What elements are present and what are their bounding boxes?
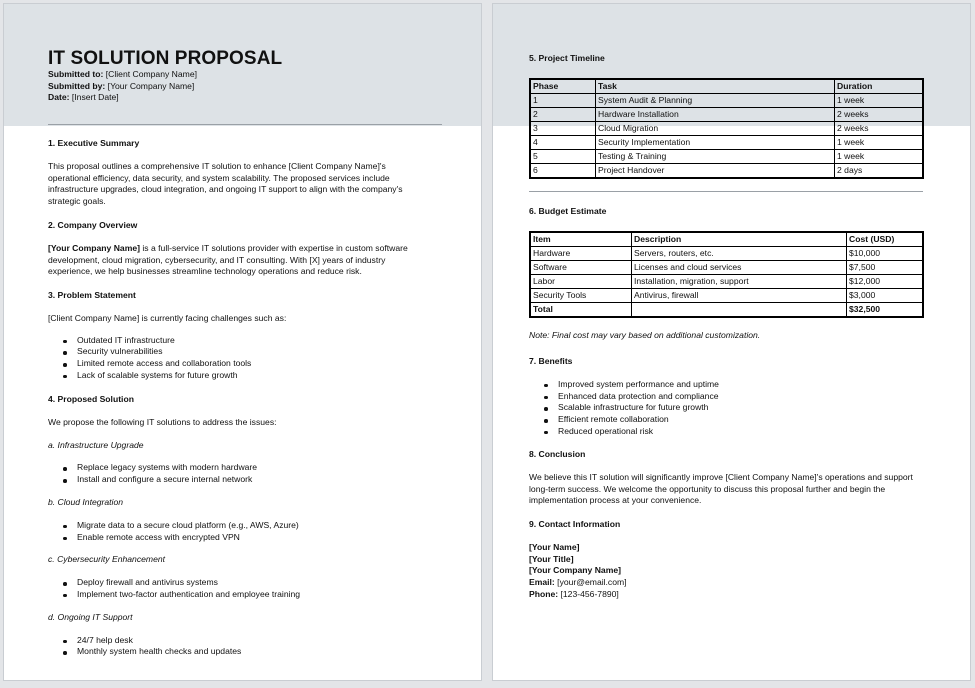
cell: $3,000 <box>847 288 924 302</box>
meta-date: Date: [Insert Date] <box>48 92 119 102</box>
table-header-row <box>530 232 923 247</box>
table-row <box>530 260 923 274</box>
list-item: Limited remote access and collaboration tools <box>77 358 441 370</box>
cell: Security Implementation <box>596 135 835 149</box>
section-heading: 3. Problem Statement <box>48 290 136 300</box>
section-heading: 2. Company Overview <box>48 220 138 230</box>
section-executive-summary <box>48 138 441 208</box>
list-item: Security vulnerabilities <box>77 346 441 358</box>
contact-phone: Phone: [123-456-7890] <box>529 588 619 599</box>
column-header: Duration <box>835 79 924 94</box>
list-item: Improved system performance and uptime <box>558 379 924 391</box>
cell: Licenses and cloud services <box>632 260 847 274</box>
section-intro: We propose the following IT solutions to address the issues: <box>48 416 277 427</box>
cell: 5 <box>530 149 596 163</box>
table-row <box>530 274 923 288</box>
list-item: Outdated IT infrastructure <box>77 335 441 347</box>
cell: System Audit & Planning <box>596 93 835 107</box>
cell: Cloud Migration <box>596 121 835 135</box>
contact-block <box>529 542 924 601</box>
benefits-list <box>529 379 924 438</box>
table-header-row <box>530 79 923 94</box>
cell: Security Tools <box>530 288 632 302</box>
cell: 6 <box>530 163 596 178</box>
subsection-title: b. Cloud Integration <box>48 496 124 507</box>
cell: 3 <box>530 121 596 135</box>
subsection-list <box>48 635 441 659</box>
list-item: Migrate data to a secure cloud platform (e.g., AWS, Azure) <box>77 520 441 532</box>
cell: 2 <box>530 107 596 121</box>
cell: 4 <box>530 135 596 149</box>
cell <box>632 302 847 317</box>
cell: $32,500 <box>847 302 924 317</box>
cell: Total <box>530 302 632 317</box>
table-row <box>530 149 923 163</box>
list-item: 24/7 help desk <box>77 635 441 647</box>
cell: 1 week <box>835 93 924 107</box>
section-intro: [Client Company Name] is currently facing challenges such as: <box>48 312 287 323</box>
cell: 1 <box>530 93 596 107</box>
cell: 2 weeks <box>835 121 924 135</box>
subsection-list <box>48 577 441 601</box>
header-divider <box>48 124 442 125</box>
list-item: Scalable infrastructure for future growth <box>558 402 924 414</box>
subsection-list <box>48 462 441 486</box>
section-heading: 5. Project Timeline <box>529 53 605 63</box>
table-total-row <box>530 302 923 317</box>
list-item: Efficient remote collaboration <box>558 414 924 426</box>
cell: Labor <box>530 274 632 288</box>
subsection-title: c. Cybersecurity Enhancement <box>48 554 166 565</box>
cell: Software <box>530 260 632 274</box>
section-benefits <box>529 356 924 438</box>
section-budget-estimate <box>529 206 924 342</box>
section-conclusion <box>529 449 924 507</box>
timeline-table <box>529 78 924 179</box>
contact-title: [Your Title] <box>529 553 574 564</box>
list-item: Install and configure a secure internal network <box>77 474 441 486</box>
section-text: We believe this IT solution will significantly improve [Client Company Name]'s operations and support long-term success. We welcome the opportunity to discuss this proposal further and begin the implementation process at your convenience. <box>529 471 913 506</box>
section-problem-statement <box>48 290 441 382</box>
table-row <box>530 121 923 135</box>
cell: Project Handover <box>596 163 835 178</box>
contact-email: Email: [your@email.com] <box>529 577 627 588</box>
table-row <box>530 135 923 149</box>
list-item: Lack of scalable systems for future growth <box>77 370 441 382</box>
subsection-title: a. Infrastructure Upgrade <box>48 439 144 450</box>
section-project-timeline <box>529 53 924 179</box>
column-header: Phase <box>530 79 596 94</box>
cell: $12,000 <box>847 274 924 288</box>
section-divider <box>529 191 923 192</box>
list-item: Enhanced data protection and compliance <box>558 391 924 403</box>
cell: Hardware Installation <box>596 107 835 121</box>
section-proposed-solution <box>48 394 441 658</box>
table-row <box>530 246 923 260</box>
cell: Installation, migration, support <box>632 274 847 288</box>
problem-list <box>48 335 441 382</box>
section-company-overview <box>48 220 441 278</box>
section-heading: 6. Budget Estimate <box>529 206 607 216</box>
page-left <box>4 4 481 680</box>
contact-company: [Your Company Name] <box>529 565 621 576</box>
subsection-list <box>48 520 441 544</box>
list-item: Replace legacy systems with modern hardware <box>77 462 441 474</box>
budget-note: Note: Final cost may vary based on additional customization. <box>529 329 761 340</box>
cell: Servers, routers, etc. <box>632 246 847 260</box>
cell: 2 weeks <box>835 107 924 121</box>
cell: $10,000 <box>847 246 924 260</box>
list-item: Monthly system health checks and updates <box>77 646 441 658</box>
column-header: Description <box>632 232 847 247</box>
table-row <box>530 288 923 302</box>
section-heading: 7. Benefits <box>529 356 573 366</box>
section-heading: 9. Contact Information <box>529 519 621 529</box>
cell: 1 week <box>835 135 924 149</box>
cell: Antivirus, firewall <box>632 288 847 302</box>
doc-title: IT SOLUTION PROPOSAL <box>48 48 283 69</box>
list-item: Deploy firewall and antivirus systems <box>77 577 441 589</box>
column-header: Task <box>596 79 835 94</box>
meta-submitted-to: Submitted to: [Client Company Name] <box>48 69 197 79</box>
cell: 1 week <box>835 149 924 163</box>
section-heading: 4. Proposed Solution <box>48 394 134 404</box>
section-heading: 1. Executive Summary <box>48 138 140 148</box>
table-row <box>530 163 923 178</box>
section-text: This proposal outlines a comprehensive IT solution to enhance [Client Company Name]'s operational efficiency, data security, and system scalability. The proposed services include infrastructure upgrades, cloud integration, and ongoing IT support to align with the company's strategic goals. <box>48 160 403 207</box>
cell: 2 days <box>835 163 924 178</box>
doc-meta <box>48 69 197 104</box>
contact-name: [Your Name] <box>529 541 580 552</box>
list-item: Reduced operational risk <box>558 426 924 438</box>
list-item: Enable remote access with encrypted VPN <box>77 532 441 544</box>
table-row <box>530 107 923 121</box>
subsection-title: d. Ongoing IT Support <box>48 611 133 622</box>
table-row <box>530 93 923 107</box>
cell: Hardware <box>530 246 632 260</box>
column-header: Cost (USD) <box>847 232 924 247</box>
cell: Testing & Training <box>596 149 835 163</box>
column-header: Item <box>530 232 632 247</box>
cell: $7,500 <box>847 260 924 274</box>
section-heading: 8. Conclusion <box>529 449 586 459</box>
section-contact <box>529 519 924 601</box>
section-text: [Your Company Name] is a full-service IT solutions provider with expertise in custom software development, cloud migration, cybersecurity, and IT consulting. With [X] years of industry experience, we help businesses streamline technology operations and reduce risk. <box>48 242 408 277</box>
budget-table <box>529 231 924 318</box>
meta-submitted-by: Submitted by: [Your Company Name] <box>48 80 195 91</box>
list-item: Implement two-factor authentication and employee training <box>77 589 441 601</box>
page-right <box>493 4 970 680</box>
